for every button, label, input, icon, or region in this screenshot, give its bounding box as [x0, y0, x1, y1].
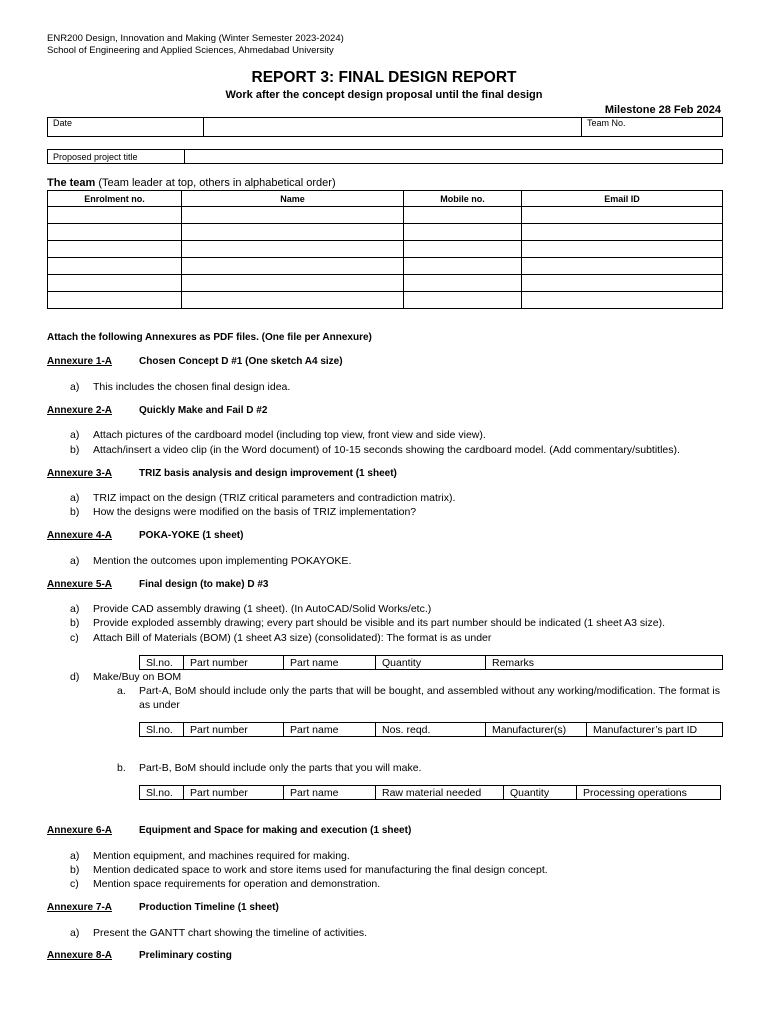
part-b-col: Sl.no.	[140, 786, 184, 800]
annexure-title: Quickly Make and Fail D #2	[139, 405, 268, 416]
annexure-id: Annexure 8-A	[47, 950, 113, 961]
part-b-table	[139, 785, 721, 800]
course-line: ENR200 Design, Innovation and Making (Winter Semester 2023-2024)	[47, 33, 344, 44]
table-row	[48, 258, 723, 275]
part-b-col: Part number	[184, 786, 284, 800]
annexure-5-heading	[47, 579, 269, 590]
attach-heading: Attach the following Annexures as PDF files. (One file per Annexure)	[47, 332, 372, 343]
annexure-title: Final design (to make) D #3	[139, 579, 269, 590]
team-heading-note: (Team leader at top, others in alphabetical order)	[98, 177, 336, 189]
part-a-col: Part number	[184, 723, 284, 737]
part-a-col: Manufacturer’s part ID	[587, 723, 723, 737]
bom-col: Part number	[184, 656, 284, 670]
sub-a-text: Part-A, BoM should include only the parts that will be bought, and assembled without any working/modification. The format is as under	[139, 685, 720, 711]
school-line: School of Engineering and Applied Sciences, Ahmedabad University	[47, 45, 334, 56]
annexure-title: POKA-YOKE (1 sheet)	[139, 530, 244, 541]
date-label: Date	[48, 118, 204, 137]
project-title-label: Proposed project title	[48, 150, 185, 164]
team-no-label[interactable]: Team No.	[582, 118, 723, 137]
team-heading	[47, 177, 336, 189]
part-a-col: Part name	[284, 723, 376, 737]
col-mobile: Mobile no.	[404, 191, 522, 207]
annexure-6-heading	[47, 825, 412, 836]
annexure-id: Annexure 5-A	[47, 579, 113, 590]
col-email: Email ID	[522, 191, 723, 207]
project-title-table	[47, 149, 723, 164]
bom-col: Sl.no.	[140, 656, 184, 670]
annexure-7-heading	[47, 902, 279, 913]
annexure-id: Annexure 6-A	[47, 825, 113, 836]
col-enrolment: Enrolment no.	[48, 191, 182, 207]
part-b-col: Part name	[284, 786, 376, 800]
bom-col: Quantity	[376, 656, 486, 670]
annexure-title: Chosen Concept D #1 (One sketch A4 size)	[139, 356, 343, 367]
annexure-title: TRIZ basis analysis and design improvement (1 sheet)	[139, 468, 397, 479]
bom-col: Remarks	[486, 656, 723, 670]
project-title-field[interactable]	[185, 150, 723, 164]
table-row	[48, 241, 723, 258]
annexure-title: Equipment and Space for making and execution (1 sheet)	[139, 825, 412, 836]
annexure-3-heading	[47, 468, 397, 479]
sub-b-label: b.	[117, 762, 126, 774]
milestone: Milestone 28 Feb 2024	[604, 104, 721, 116]
part-a-col: Manufacturer(s)	[486, 723, 587, 737]
part-a-col: Sl.no.	[140, 723, 184, 737]
bom-col: Part name	[284, 656, 376, 670]
team-table	[47, 190, 723, 309]
sub-a-label: a.	[117, 685, 126, 697]
annexure-id: Annexure 2-A	[47, 405, 113, 416]
table-row	[48, 207, 723, 224]
table-row	[48, 224, 723, 241]
part-a-col: Nos. reqd.	[376, 723, 486, 737]
annexure-id: Annexure 4-A	[47, 530, 113, 541]
team-heading-bold: The team	[47, 177, 96, 189]
table-row	[48, 292, 723, 309]
part-b-col: Processing operations	[577, 786, 721, 800]
part-a-table	[139, 722, 723, 737]
annexure-1-heading	[47, 356, 343, 367]
annexure-2-heading	[47, 405, 268, 416]
annexure-8-heading	[47, 950, 232, 961]
table-row	[48, 275, 723, 292]
page-title: REPORT 3: FINAL DESIGN REPORT	[251, 69, 517, 86]
annexure-id: Annexure 7-A	[47, 902, 113, 913]
sub-b-text: Part-B, BoM should include only the parts that you will make.	[139, 762, 422, 774]
date-field[interactable]	[204, 118, 582, 137]
annexure-id: Annexure 3-A	[47, 468, 113, 479]
annexure-4-heading	[47, 530, 244, 541]
bom-table	[139, 655, 723, 670]
page-subtitle: Work after the concept design proposal until the final design	[225, 89, 543, 101]
annexure-title: Production Timeline (1 sheet)	[139, 902, 279, 913]
annexure-title: Preliminary costing	[139, 950, 232, 961]
part-b-col: Raw material needed	[376, 786, 504, 800]
col-name: Name	[182, 191, 404, 207]
date-team-table	[47, 117, 723, 137]
part-b-col: Quantity	[504, 786, 577, 800]
annexure-id: Annexure 1-A	[47, 356, 113, 367]
